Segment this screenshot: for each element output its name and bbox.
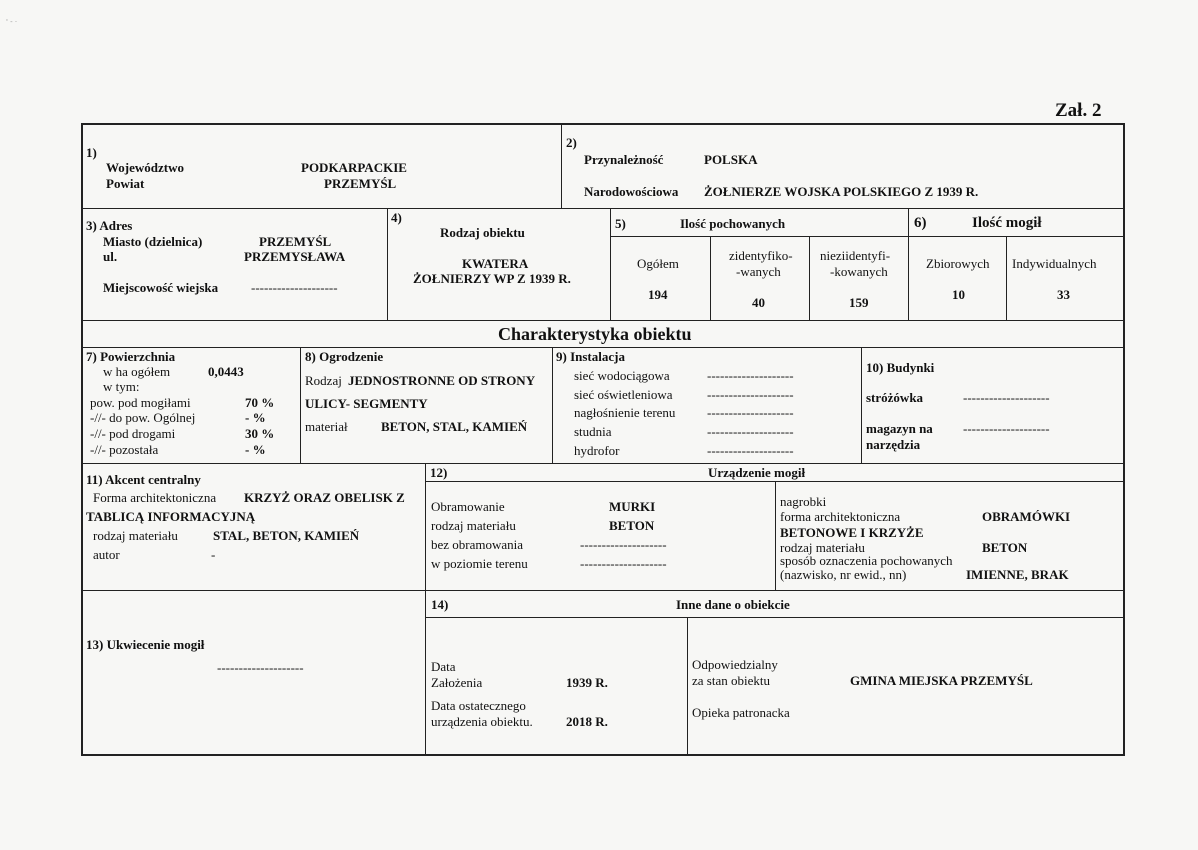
- zbiorowych-value: 10: [952, 287, 965, 302]
- pow-row-value: 70 %: [245, 395, 275, 410]
- poziom-terenu-label: w poziomie terenu: [431, 556, 528, 571]
- scan-corner-marks: ' - ·: [6, 18, 18, 26]
- ogolem-value: 194: [648, 287, 668, 302]
- instalacja-row-value: --------------------: [707, 424, 794, 439]
- zalozenia-value: 1939 R.: [566, 675, 608, 690]
- ogrodzenie-material-value: BETON, STAL, KAMIEŃ: [381, 419, 528, 434]
- ul-label: ul.: [103, 249, 118, 264]
- ha-label: w ha ogółem: [103, 364, 171, 379]
- powierzchnia-heading: 7) Powierzchnia: [86, 349, 176, 364]
- magazyn-label-2: narzędzia: [866, 437, 921, 452]
- wojewodztwo-value: PODKARPACKIE: [301, 160, 407, 175]
- nagrobki-forma-value: OBRAMÓWKI: [982, 509, 1071, 524]
- niezidentyfikowanych-value: 159: [849, 295, 869, 310]
- strozowka-label: stróżówka: [866, 390, 924, 405]
- indywidualnych-value: 33: [1057, 287, 1070, 302]
- powiat-label: Powiat: [106, 176, 145, 191]
- zidentyfikowanych-label-2: -wanych: [736, 264, 781, 279]
- zidentyfikowanych-label-1: zidentyfiko-: [729, 248, 793, 263]
- sposob-oznaczenia-label: sposób oznaczenia pochowanych: [780, 553, 953, 568]
- instalacja-heading: 9) Instalacja: [556, 349, 625, 364]
- instalacja-row-value: --------------------: [707, 368, 794, 383]
- odpowiedzialny-value: GMINA MIEJSKA PRZEMYŚL: [850, 673, 1033, 688]
- instalacja-row-value: --------------------: [707, 405, 794, 420]
- odpowiedzialny-label-2: za stan obiektu: [692, 673, 770, 688]
- pow-row-value: - %: [245, 442, 266, 457]
- akcent-forma-value-2: TABLICĄ INFORMACYJNĄ: [86, 509, 256, 524]
- wojewodztwo-label: Województwo: [106, 160, 184, 175]
- narodowosciowa-label: Narodowościowa: [584, 184, 679, 199]
- obramowanie-label: Obramowanie: [431, 499, 505, 514]
- pow-row-value: 30 %: [245, 426, 275, 441]
- ogolem-label: Ogółem: [637, 256, 679, 271]
- sec1-number: 1): [86, 145, 97, 160]
- akcent-material-label: rodzaj materiału: [93, 528, 178, 543]
- poziom-terenu-value: --------------------: [580, 556, 667, 571]
- ul-value: PRZEMYSŁAWA: [244, 249, 346, 264]
- instalacja-row-label: nagłośnienie terenu: [574, 405, 676, 420]
- data-label: Data: [431, 659, 456, 674]
- adres-heading: 3) Adres: [86, 218, 133, 233]
- niezidentyfikowanych-label-2: -kowanych: [830, 264, 888, 279]
- akcent-forma-value-1: KRZYŻ ORAZ OBELISK Z: [244, 490, 405, 505]
- sec4-number: 4): [391, 210, 402, 225]
- nagrobki-material-value: BETON: [982, 540, 1028, 555]
- ukwiecenie-heading: 13) Ukwiecenie mogił: [86, 637, 205, 652]
- obramowanie-value: MURKI: [609, 499, 656, 514]
- zidentyfikowanych-value: 40: [752, 295, 765, 310]
- sec2-number: 2): [566, 135, 577, 150]
- zbiorowych-label: Zbiorowych: [926, 256, 990, 271]
- niezidentyfikowanych-label-1: nieziidentyfi-: [820, 248, 891, 263]
- inne-dane-heading: Inne dane o obiekcie: [676, 597, 790, 612]
- instalacja-row-label: studnia: [574, 424, 612, 439]
- nagrobki-forma-value-2: BETONOWE I KRZYŻE: [780, 525, 924, 540]
- obramowanie-rodzaj-label: rodzaj materiału: [431, 518, 516, 533]
- pow-row-label: -//- pozostała: [90, 442, 159, 457]
- sposob-oznaczenia-value: IMIENNE, BRAK: [966, 567, 1069, 582]
- akcent-material-value: STAL, BETON, KAMIEŃ: [213, 528, 360, 543]
- urzadzenie-heading: Urządzenie mogił: [708, 465, 806, 480]
- powiat-value: PRZEMYŚL: [324, 176, 397, 191]
- magazyn-label-1: magazyn na: [866, 421, 933, 436]
- przynaleznosc-value: POLSKA: [704, 152, 758, 167]
- miejscowosc-value: --------------------: [251, 280, 338, 295]
- instalacja-row-value: --------------------: [707, 387, 794, 402]
- narodowosciowa-value: ŻOŁNIERZE WOJSKA POLSKIEGO Z 1939 R.: [704, 184, 979, 199]
- opieka-patronacka-label: Opieka patronacka: [692, 705, 790, 720]
- nagrobki-label: nagrobki: [780, 494, 827, 509]
- odpowiedzialny-label-1: Odpowiedzialny: [692, 657, 778, 672]
- nagrobki-forma-label: forma architektoniczna: [780, 509, 901, 524]
- autor-label: autor: [93, 547, 120, 562]
- attachment-label: Zał. 2: [1055, 100, 1102, 121]
- autor-value: -: [211, 547, 216, 562]
- ogrodzenie-rodzaj-value-1: JEDNOSTRONNE OD STRONY: [348, 373, 536, 388]
- pow-row-label: -//- do pow. Ogólnej: [90, 410, 196, 425]
- sec5-number: 5): [615, 216, 626, 231]
- nagrobki-material-label: rodzaj materiału: [780, 540, 865, 555]
- nazwisko-label: (nazwisko, nr ewid., nn): [780, 567, 907, 582]
- rodzaj-obiektu-value-2: ŻOŁNIERZY WP Z 1939 R.: [413, 271, 571, 286]
- budynki-heading: 10) Budynki: [866, 360, 935, 375]
- instalacja-row-label: sieć wodociągowa: [574, 368, 670, 383]
- pow-row-value: - %: [245, 410, 266, 425]
- mogil-heading: Ilość mogił: [972, 215, 1042, 231]
- miasto-value: PRZEMYŚL: [259, 234, 332, 249]
- bez-obramowania-label: bez obramowania: [431, 537, 524, 552]
- pow-row-label: -//- pod drogami: [90, 426, 176, 441]
- instalacja-row-value: --------------------: [707, 443, 794, 458]
- pow-row-label: pow. pod mogiłami: [90, 395, 191, 410]
- obramowanie-rodzaj-value: BETON: [609, 518, 655, 533]
- ostatnie-urzadzenie-label-1: Data ostatecznego: [431, 698, 526, 713]
- ha-value: 0,0443: [208, 364, 244, 379]
- w-tym-label: w tym:: [103, 379, 140, 394]
- przynaleznosc-label: Przynależność: [584, 152, 664, 167]
- rodzaj-obiektu-label: Rodzaj obiektu: [440, 225, 525, 240]
- rodzaj-obiektu-value-1: KWATERA: [462, 256, 529, 271]
- miasto-label: Miasto (dzielnica): [103, 234, 203, 249]
- ogrodzenie-heading: 8) Ogrodzenie: [305, 349, 384, 364]
- sec12-number: 12): [430, 465, 448, 480]
- pochowanych-heading: Ilość pochowanych: [680, 216, 786, 231]
- characteristics-title: Charakterystyka obiektu: [498, 324, 692, 344]
- akcent-forma-label: Forma architektoniczna: [93, 490, 217, 505]
- ogrodzenie-rodzaj-value-2: ULICY- SEGMENTY: [305, 396, 428, 411]
- magazyn-value: --------------------: [963, 421, 1050, 436]
- strozowka-value: --------------------: [963, 390, 1050, 405]
- ogrodzenie-material-label: materiał: [305, 419, 348, 434]
- zalozenia-label: Założenia: [431, 675, 483, 690]
- ostatnie-urzadzenie-value: 2018 R.: [566, 714, 608, 729]
- instalacja-row-label: hydrofor: [574, 443, 620, 458]
- akcent-heading: 11) Akcent centralny: [86, 472, 201, 487]
- sec6-number: 6): [914, 215, 927, 231]
- bez-obramowania-value: --------------------: [580, 537, 667, 552]
- sec14-number: 14): [431, 597, 449, 612]
- ogrodzenie-rodzaj-label: Rodzaj: [305, 373, 342, 388]
- ukwiecenie-value: --------------------: [217, 660, 304, 675]
- miejscowosc-label: Miejscowość wiejska: [103, 280, 219, 295]
- ostatnie-urzadzenie-label-2: urządzenia obiektu.: [431, 714, 533, 729]
- instalacja-row-label: sieć oświetleniowa: [574, 387, 673, 402]
- indywidualnych-label: Indywidualnych: [1012, 256, 1097, 271]
